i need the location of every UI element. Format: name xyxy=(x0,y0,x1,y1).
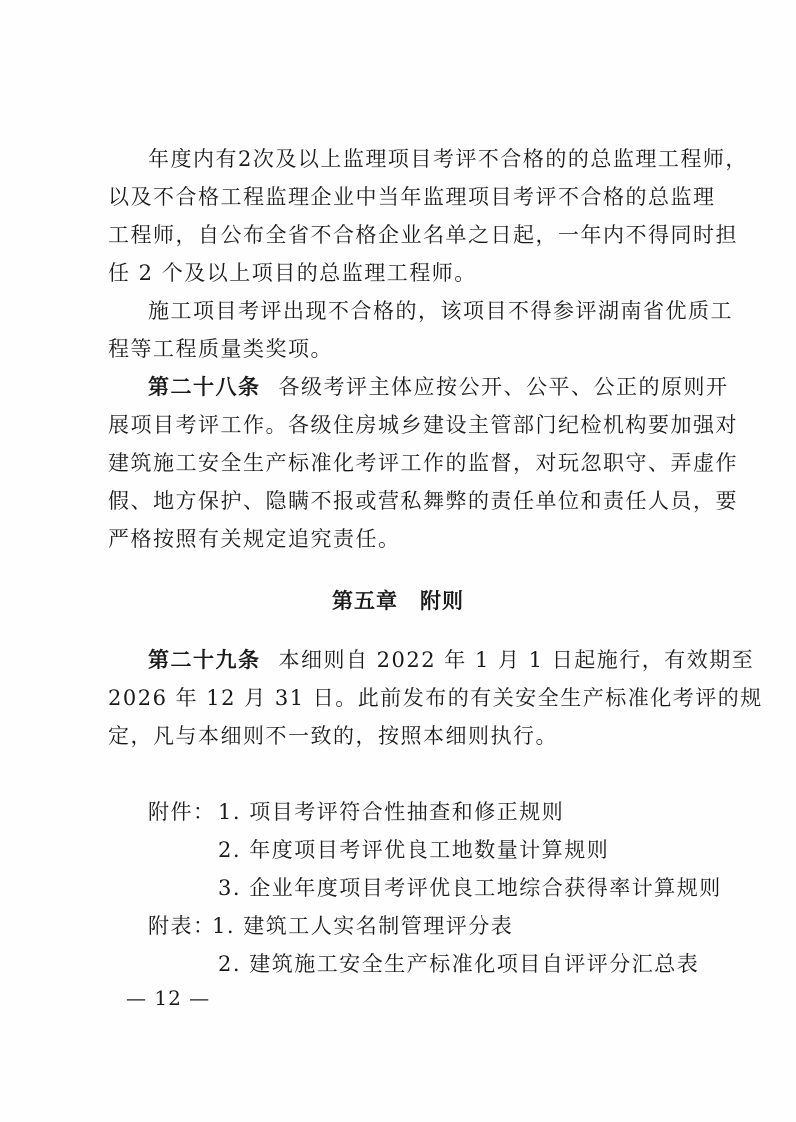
article-28-line-2: 展项目考评工作。各级住房城乡建设主管部门纪检机构要加强对 xyxy=(108,413,738,437)
paragraph-1-line-2: 以及不合格工程监理企业中当年监理项目考评不合格的总监理 xyxy=(108,185,716,209)
article-29-line-3: 定，凡与本细则不一致的，按照本细则执行。 xyxy=(108,724,558,748)
attachment-item-1: 1. 项目考评符合性抽查和修正规则 xyxy=(218,800,565,824)
paragraph-1-line-3: 工程师，自公布全省不合格企业名单之日起，一年内不得同时担 xyxy=(108,223,738,247)
article-28-line-3: 建筑施工安全生产标准化考评工作的监督，对玩忽职守、弄虚作 xyxy=(108,451,738,475)
attachments-label: 附件： xyxy=(148,800,216,824)
paragraph-2-line-2: 程等工程质量类奖项。 xyxy=(108,337,333,361)
article-29-line-2: 2026 年 12 月 31 日。此前发布的有关安全生产标准化考评的规 xyxy=(108,686,763,710)
article-28-label: 第二十八条 xyxy=(148,374,261,399)
chapter-5-heading: 第五章 附则 xyxy=(332,588,464,613)
article-29-label: 第二十九条 xyxy=(148,647,261,672)
page-number: — 12 — xyxy=(126,986,211,1010)
attachment-item-3: 3. 企业年度项目考评优良工地综合获得率计算规则 xyxy=(218,876,722,900)
schedule-item-2: 2. 建筑施工安全生产标准化项目自评评分汇总表 xyxy=(218,952,700,976)
attachment-item-2: 2. 年度项目考评优良工地数量计算规则 xyxy=(218,838,610,862)
schedule-item-1: 1. 建筑工人实名制管理评分表 xyxy=(212,914,514,938)
paragraph-2-line-1: 施工项目考评出现不合格的，该项目不得参评湖南省优质工 xyxy=(148,299,733,323)
article-28-line-1-text: 各级考评主体应按公开、公平、公正的原则开 xyxy=(278,375,729,399)
paragraph-1-line-4: 任 2 个及以上项目的总监理工程师。 xyxy=(108,261,477,285)
article-28-line-5: 严格按照有关规定追究责任。 xyxy=(108,527,401,551)
article-28-line-4: 假、地方保护、隐瞒不报或营私舞弊的责任单位和责任人员，要 xyxy=(108,489,738,513)
paragraph-1-line-1: 年度内有2次及以上监理项目考评不合格的的总监理工程师， xyxy=(148,147,748,171)
article-28-line-1 xyxy=(148,372,729,402)
schedules-label: 附表： xyxy=(148,914,216,938)
article-29-line-1-text: 本细则自 2022 年 1 月 1 日起施行，有效期至 xyxy=(278,648,755,672)
article-29-line-1 xyxy=(148,645,754,675)
